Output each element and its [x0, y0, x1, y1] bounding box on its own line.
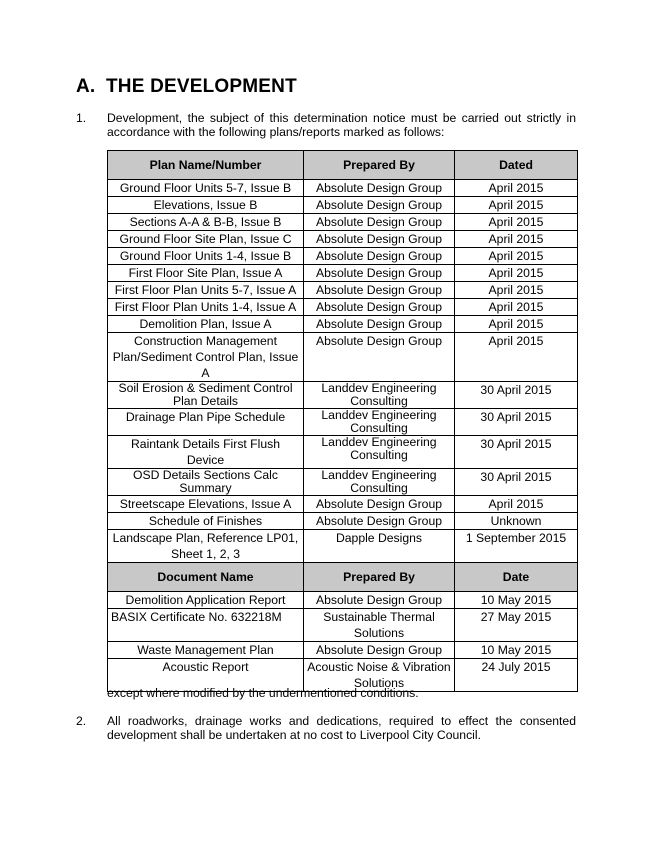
section-letter: A.: [76, 76, 96, 97]
plan-name-text: OSD Details Sections Calc Summary: [133, 468, 278, 495]
plan-prepared-by-text: Landdev Engineering Consulting: [321, 468, 437, 495]
table-row: [108, 513, 578, 530]
plan-name: Elevations, Issue B: [108, 197, 304, 214]
plan-name: First Floor Site Plan, Issue A: [108, 265, 304, 282]
table-row: [108, 592, 578, 609]
table-row: [108, 609, 578, 642]
plan-name: Construction Management Plan/Sediment Control Plan, Issue A: [108, 333, 304, 382]
plan-date: 30 April 2015: [455, 409, 578, 436]
plan-name: Ground Floor Units 5-7, Issue B: [108, 180, 304, 197]
plan-prepared-by-text: Landdev Engineering Consulting: [321, 435, 437, 462]
plan-date: April 2015: [455, 316, 578, 333]
table-row: [108, 316, 578, 333]
plan-date: Unknown: [455, 513, 578, 530]
plan-name: Raintank Details First Flush Device: [108, 436, 304, 469]
condition-1: [76, 111, 576, 139]
table-row: [108, 382, 578, 409]
document-name: BASIX Certificate No. 632218M: [108, 609, 304, 642]
documents-header-name: Document Name: [108, 563, 304, 592]
document-name: Demolition Application Report: [108, 592, 304, 609]
condition-2-number: 2.: [76, 714, 87, 728]
document-prepared-by: Acoustic Noise & Vibration Solutions: [304, 659, 455, 692]
table-row: [108, 231, 578, 248]
table-row: [108, 469, 578, 496]
table-row: [108, 197, 578, 214]
plan-name: Demolition Plan, Issue A: [108, 316, 304, 333]
plan-prepared-by: [304, 409, 455, 436]
plan-date: 30 April 2015: [455, 469, 578, 496]
plan-prepared-by: Absolute Design Group: [304, 316, 455, 333]
table-row: [108, 282, 578, 299]
plans-header-dated: Dated: [455, 151, 578, 180]
except-note: except where modified by the undermentioned conditions.: [107, 686, 419, 700]
plan-date: April 2015: [455, 282, 578, 299]
table-row: [108, 180, 578, 197]
plan-name: Streetscape Elevations, Issue A: [108, 496, 304, 513]
plan-prepared-by: Absolute Design Group: [304, 231, 455, 248]
document-prepared-by: Sustainable Thermal Solutions: [304, 609, 455, 642]
plan-prepared-by: [304, 382, 455, 409]
plan-name: Ground Floor Units 1-4, Issue B: [108, 248, 304, 265]
plan-name: Landscape Plan, Reference LP01, Sheet 1, 2, 3: [108, 530, 304, 563]
plan-prepared-by: Absolute Design Group: [304, 513, 455, 530]
plan-prepared-by: Absolute Design Group: [304, 180, 455, 197]
condition-2: [76, 714, 576, 742]
plan-prepared-by-text: Landdev Engineering Consulting: [321, 408, 437, 435]
plan-date: 1 September 2015: [455, 530, 578, 563]
condition-1-text: Development, the subject of this determination notice must be carried out strictly in accordance with the following plans/reports marked as follows:: [107, 111, 576, 139]
document-name: Waste Management Plan: [108, 642, 304, 659]
plan-prepared-by: [304, 469, 455, 496]
document-date: 24 July 2015: [455, 659, 578, 692]
table-row: [108, 530, 578, 563]
plan-date: April 2015: [455, 299, 578, 316]
documents-header-row: [108, 563, 578, 592]
table-row: [108, 214, 578, 231]
plan-date: April 2015: [455, 197, 578, 214]
plan-prepared-by: Absolute Design Group: [304, 265, 455, 282]
plan-date: April 2015: [455, 496, 578, 513]
plan-prepared-by: Absolute Design Group: [304, 496, 455, 513]
plan-date: 30 April 2015: [455, 382, 578, 409]
table-row: [108, 436, 578, 469]
plans-header-row: [108, 151, 578, 180]
section-heading: [76, 76, 297, 98]
table-row: [108, 265, 578, 282]
plan-date: April 2015: [455, 214, 578, 231]
documents-header-prepared-by: Prepared By: [304, 563, 455, 592]
plans-header-name: Plan Name/Number: [108, 151, 304, 180]
table-row: [108, 642, 578, 659]
plan-name-text: Soil Erosion & Sediment Control Plan Details: [118, 381, 293, 408]
plan-date: April 2015: [455, 248, 578, 265]
table-row: [108, 333, 578, 382]
plan-name: Drainage Plan Pipe Schedule: [108, 409, 304, 436]
plans-header-prepared-by: Prepared By: [304, 151, 455, 180]
table-row: [108, 409, 578, 436]
document-name: Acoustic Report: [108, 659, 304, 692]
plan-prepared-by: Absolute Design Group: [304, 282, 455, 299]
document-date: 10 May 2015: [455, 592, 578, 609]
plans-table: [107, 150, 578, 692]
plan-name: Schedule of Finishes: [108, 513, 304, 530]
condition-1-number: 1.: [76, 111, 87, 125]
plan-date: April 2015: [455, 231, 578, 248]
plan-prepared-by: Absolute Design Group: [304, 214, 455, 231]
condition-2-text: All roadworks, drainage works and dedications, required to effect the consented development shall be undertaken at no cost to Liverpool City Council.: [107, 714, 576, 742]
plan-prepared-by: Absolute Design Group: [304, 299, 455, 316]
table-row: [108, 248, 578, 265]
plan-prepared-by-text: Landdev Engineering Consulting: [321, 381, 437, 408]
plan-name: First Floor Plan Units 1-4, Issue A: [108, 299, 304, 316]
plan-name: [108, 382, 304, 409]
plan-prepared-by: Absolute Design Group: [304, 333, 455, 382]
plan-date: April 2015: [455, 180, 578, 197]
plan-prepared-by: Dapple Designs: [304, 530, 455, 563]
plan-date: April 2015: [455, 333, 578, 382]
table-row: [108, 496, 578, 513]
document-prepared-by: Absolute Design Group: [304, 592, 455, 609]
document-date: 27 May 2015: [455, 609, 578, 642]
plan-name: First Floor Plan Units 5-7, Issue A: [108, 282, 304, 299]
plan-prepared-by: Absolute Design Group: [304, 197, 455, 214]
plan-name: Ground Floor Site Plan, Issue C: [108, 231, 304, 248]
document-date: 10 May 2015: [455, 642, 578, 659]
plan-date: April 2015: [455, 265, 578, 282]
table-row: [108, 299, 578, 316]
plan-name: Sections A-A & B-B, Issue B: [108, 214, 304, 231]
plan-prepared-by: Absolute Design Group: [304, 248, 455, 265]
documents-header-date: Date: [455, 563, 578, 592]
plan-date: 30 April 2015: [455, 436, 578, 469]
plan-name: [108, 469, 304, 496]
document-prepared-by: Absolute Design Group: [304, 642, 455, 659]
section-title: THE DEVELOPMENT: [106, 76, 297, 97]
plan-prepared-by: [304, 436, 455, 469]
